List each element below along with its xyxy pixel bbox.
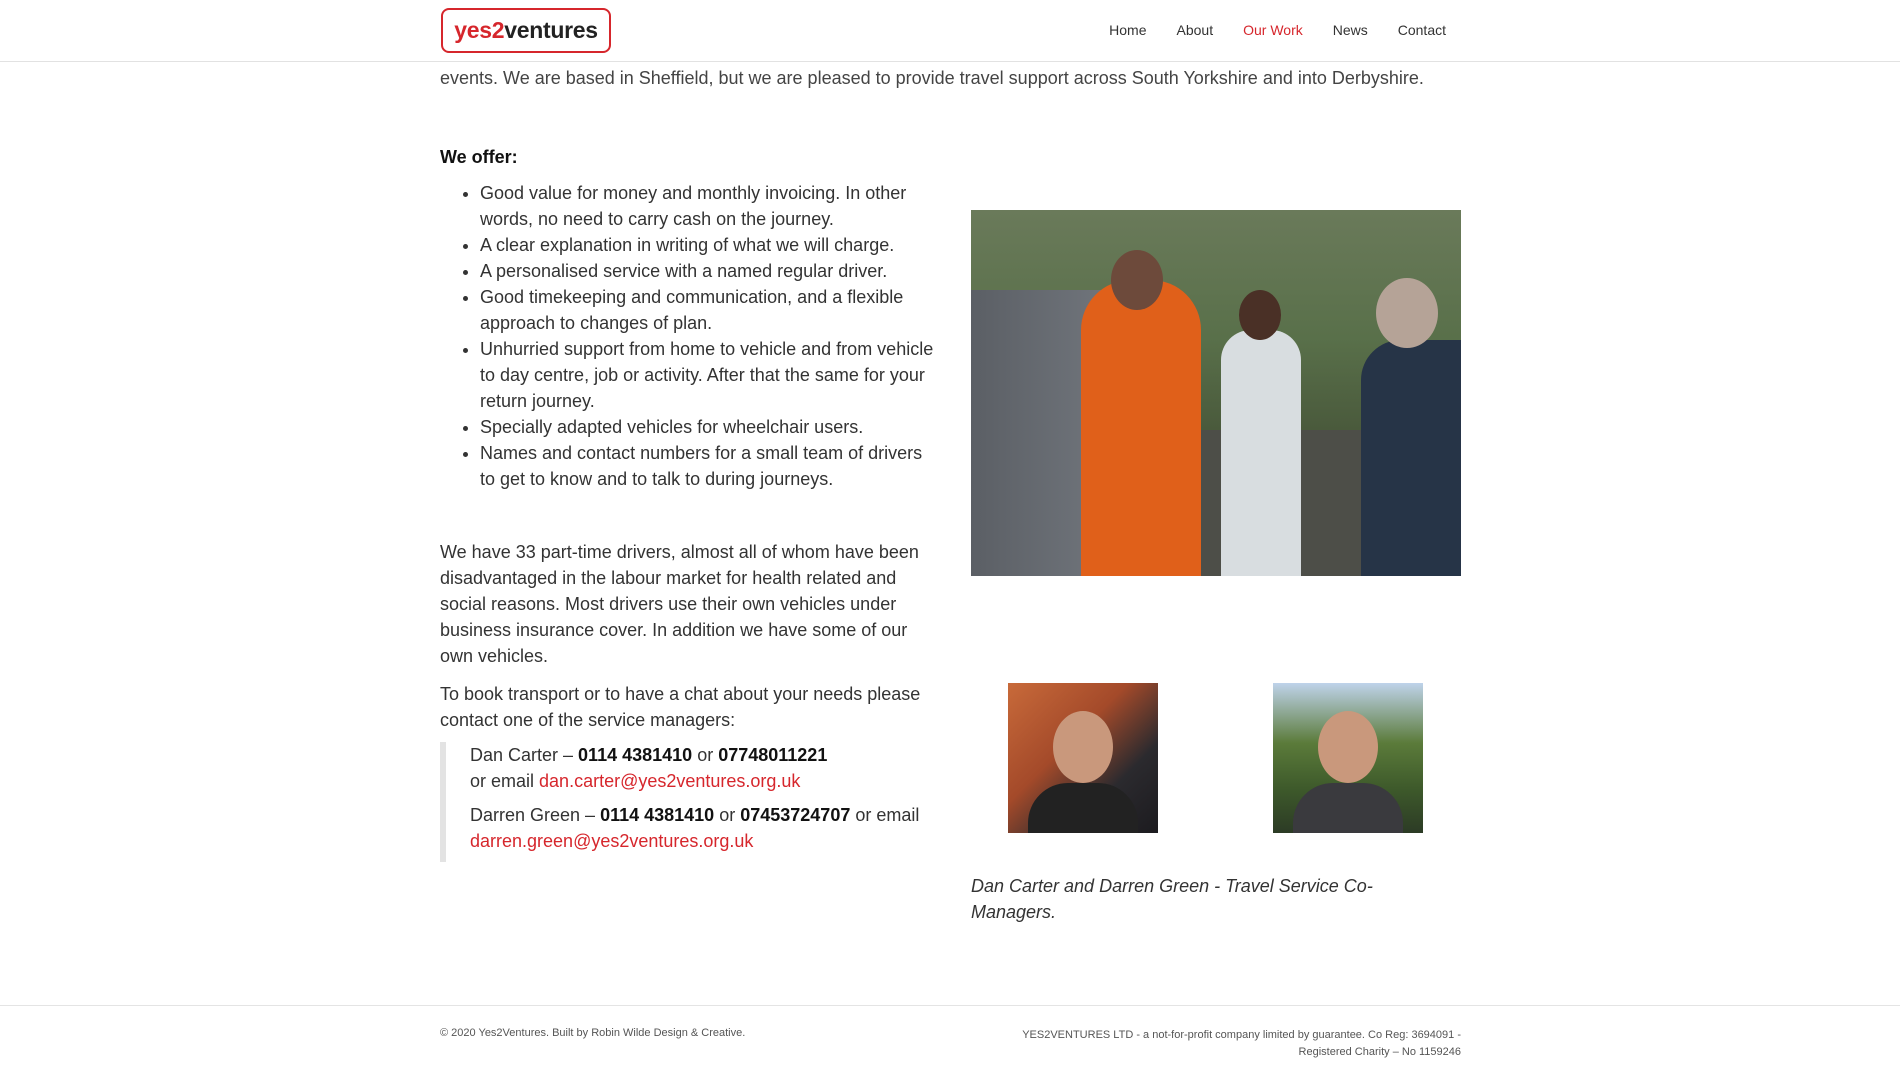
logo-text-yes2: yes2 xyxy=(454,17,505,43)
darren-email-link[interactable]: darren.green@yes2ventures.org.uk xyxy=(470,831,754,851)
footer-copyright: © 2020 Yes2Ventures. Built by Robin Wilde Design & Creative. xyxy=(440,1027,746,1039)
darren-phone-2: 07453724707 xyxy=(740,805,851,825)
darren-name: Darren Green – xyxy=(470,805,601,825)
dan-phone-1: 0114 4381410 xyxy=(578,745,693,765)
photo-person-head xyxy=(1111,250,1163,310)
darren-green-photo xyxy=(1273,683,1423,833)
site-footer xyxy=(0,1005,1900,1080)
dan-email-link[interactable]: dan.carter@yes2ventures.org.uk xyxy=(539,771,801,791)
intro-text: events. We are based in Sheffield, but we are pleased to provide travel support across South Yorkshire and into Derbyshire. xyxy=(440,68,1424,88)
photo-face xyxy=(1053,711,1113,783)
team-photo xyxy=(971,210,1461,576)
photo-face xyxy=(1318,711,1378,783)
or-text: or xyxy=(714,805,741,825)
offer-title: We offer: xyxy=(440,147,518,167)
footer-company-info xyxy=(941,1027,1461,1061)
logo-text-ventures: ventures xyxy=(504,17,598,43)
darren-email-prefix: or email xyxy=(850,805,920,825)
footer-company-line-1: YES2VENTURES LTD - a not-for-profit company limited by guarantee. Co Reg: 3694091 - xyxy=(1022,1029,1461,1041)
list-item: • Good timekeeping and communication, and a flexible approach to changes of plan. xyxy=(480,284,936,336)
footer-company-line-2: Registered Charity – No 1159246 xyxy=(1298,1046,1461,1058)
photo-person xyxy=(1081,280,1201,576)
photo-person-head xyxy=(1239,290,1281,340)
nav-about[interactable]: About xyxy=(1176,22,1214,38)
contact-darren xyxy=(470,802,940,854)
dan-carter-photo xyxy=(1008,683,1158,833)
contact-block xyxy=(440,742,940,862)
or-text: or xyxy=(692,745,719,765)
booking-paragraph: To book transport or to have a chat about your needs please contact one of the service managers: xyxy=(440,684,921,730)
nav-home[interactable]: Home xyxy=(1109,22,1147,38)
contact-dan xyxy=(470,742,940,794)
nav-contact[interactable]: Contact xyxy=(1397,22,1446,38)
main-nav xyxy=(1079,20,1446,40)
dan-phone-2: 07748011221 xyxy=(718,745,828,765)
list-item: • Names and contact numbers for a small team of drivers to get to know and to talk to during journeys. xyxy=(480,440,936,492)
nav-news[interactable]: News xyxy=(1332,22,1368,38)
site-header xyxy=(0,0,1900,62)
photo-person xyxy=(1361,340,1461,576)
photo-person-head xyxy=(1376,278,1438,348)
photo-caption: Dan Carter and Darren Green - Travel Service Co-Managers. xyxy=(971,876,1373,922)
darren-phone-1: 0114 4381410 xyxy=(600,805,715,825)
logo[interactable] xyxy=(441,8,611,53)
photo-body xyxy=(1293,783,1403,833)
list-item: • Specially adapted vehicles for wheelchair users. xyxy=(480,414,936,440)
photo-body xyxy=(1028,783,1138,833)
offer-list xyxy=(480,180,936,492)
nav-our-work[interactable]: Our Work xyxy=(1243,22,1303,38)
photo-person xyxy=(1221,330,1301,576)
list-item: • Unhurried support from home to vehicle and from vehicle to day centre, job or activity. After that the same for your return journey. xyxy=(480,336,936,414)
list-item: • A clear explanation in writing of what we will charge. xyxy=(480,232,936,258)
offer-section xyxy=(440,140,936,492)
dan-name: Dan Carter – xyxy=(470,745,579,765)
drivers-paragraph: We have 33 part-time drivers, almost all of whom have been disadvantaged in the labour market for health related and social reasons. Most drivers use their own vehicles under business insurance cover. In addition we have some of our own vehicles. xyxy=(440,542,919,666)
list-item: • Good value for money and monthly invoicing. In other words, no need to carry cash on the journey. xyxy=(480,180,936,232)
list-item: • A personalised service with a named regular driver. xyxy=(480,258,936,284)
dan-email-prefix: or email xyxy=(470,771,540,791)
